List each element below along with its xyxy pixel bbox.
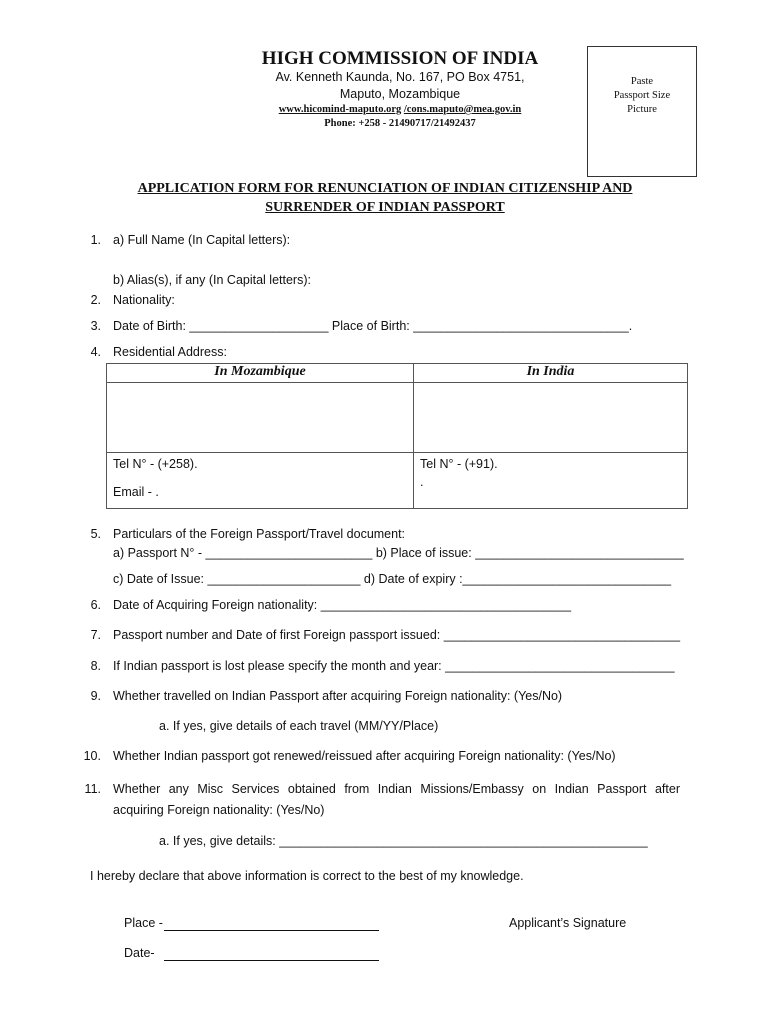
india-dot: . <box>420 475 424 489</box>
item-number: 10. <box>83 749 101 763</box>
birth-date-place-field[interactable]: Date of Birth: ____________________ Place of Birth: _______________________________. <box>113 319 633 333</box>
item-number: 11. <box>84 782 101 796</box>
declaration-text: I hereby declare that above information is correct to the best of my knowledge. <box>90 869 524 883</box>
item-number: 4. <box>90 345 101 359</box>
tel-india: Tel N° - (+91). <box>420 457 498 471</box>
photo-box-line: Passport Size <box>613 90 671 101</box>
address-line-2: Maputo, Mozambique <box>339 87 461 101</box>
renewal-question: Whether Indian passport got renewed/reissued after acquiring Foreign nationality: (Yes/No) <box>113 749 616 763</box>
form-title-line-1: APPLICATION FORM FOR RENUNCIATION OF INDIAN CITIZENSHIP AND <box>137 181 633 196</box>
website-link[interactable]: www.hicomind-maputo.org <box>278 104 402 115</box>
travel-question: Whether travelled on Indian Passport after acquiring Foreign nationality: (Yes/No) <box>113 689 563 703</box>
issue-expiry-date-field[interactable]: c) Date of Issue: ______________________ d) Date of expiry :______________________________ <box>113 572 672 586</box>
item-number: 9. <box>90 689 101 703</box>
first-foreign-passport-field[interactable]: Passport number and Date of first Foreign passport issued: __________________________________ <box>113 628 681 642</box>
col-header-mozambique: In Mozambique <box>107 364 414 383</box>
misc-services-question: Whether any Misc Services obtained from Indian Missions/Embassy on Indian Passport after <box>113 782 680 796</box>
contact-mozambique-cell[interactable] <box>107 453 414 509</box>
item-number: 7. <box>90 628 101 642</box>
address-table <box>106 363 688 509</box>
form-title-line-2: SURRENDER OF INDIAN PASSPORT <box>265 200 505 215</box>
signature-label: Applicant’s Signature <box>509 916 627 930</box>
passport-photo-box <box>587 46 697 177</box>
full-name-label: a) Full Name (In Capital letters): <box>113 233 291 247</box>
page-title: HIGH COMMISSION OF INDIA <box>261 48 539 69</box>
date-label: Date- <box>124 946 155 960</box>
contact-india-cell[interactable] <box>414 453 688 509</box>
item-number: 5. <box>90 527 101 541</box>
item-number: 6. <box>90 598 101 612</box>
item-number: 2. <box>90 293 101 307</box>
item-number: 1. <box>90 233 101 247</box>
foreign-passport-label: Particulars of the Foreign Passport/Travel document: <box>113 527 406 541</box>
lost-passport-field[interactable]: If Indian passport is lost please specify the month and year: _________________________________ <box>113 659 675 673</box>
misc-services-details-field[interactable]: a. If yes, give details: _____________________________________________________ <box>159 834 648 848</box>
email-mozambique: Email - . <box>113 485 159 499</box>
date-field[interactable] <box>164 960 379 961</box>
place-label: Place - <box>124 916 163 930</box>
item-number: 8. <box>90 659 101 673</box>
address-india-field[interactable] <box>414 383 688 453</box>
foreign-nationality-date-field[interactable]: Date of Acquiring Foreign nationality: ____________________________________ <box>113 598 572 612</box>
photo-box-line: Paste <box>630 76 654 87</box>
misc-services-question-cont: acquiring Foreign nationality: (Yes/No) <box>113 803 325 817</box>
item-number: 3. <box>90 319 101 333</box>
address-mozambique-field[interactable] <box>107 383 414 453</box>
photo-box-line: Picture <box>627 104 657 115</box>
tel-mozambique: Tel N° - (+258). <box>113 457 198 471</box>
alias-label: b) Alias(s), if any (In Capital letters): <box>113 273 311 287</box>
nationality-label: Nationality: <box>113 293 175 307</box>
phone-number: Phone: +258 - 21490717/21492437 <box>324 118 476 129</box>
passport-number-issue-field[interactable]: a) Passport N° - ________________________ b) Place of issue: ______________________________ <box>113 546 684 560</box>
travel-details-label: a. If yes, give details of each travel (MM/YY/Place) <box>159 719 439 733</box>
email-link[interactable]: /cons.maputo@mea.gov.in <box>403 104 522 115</box>
col-header-india: In India <box>414 364 688 383</box>
place-field[interactable] <box>164 930 379 931</box>
address-line-1: Av. Kenneth Kaunda, No. 167, PO Box 4751, <box>275 70 525 84</box>
residential-address-label: Residential Address: <box>113 345 227 359</box>
